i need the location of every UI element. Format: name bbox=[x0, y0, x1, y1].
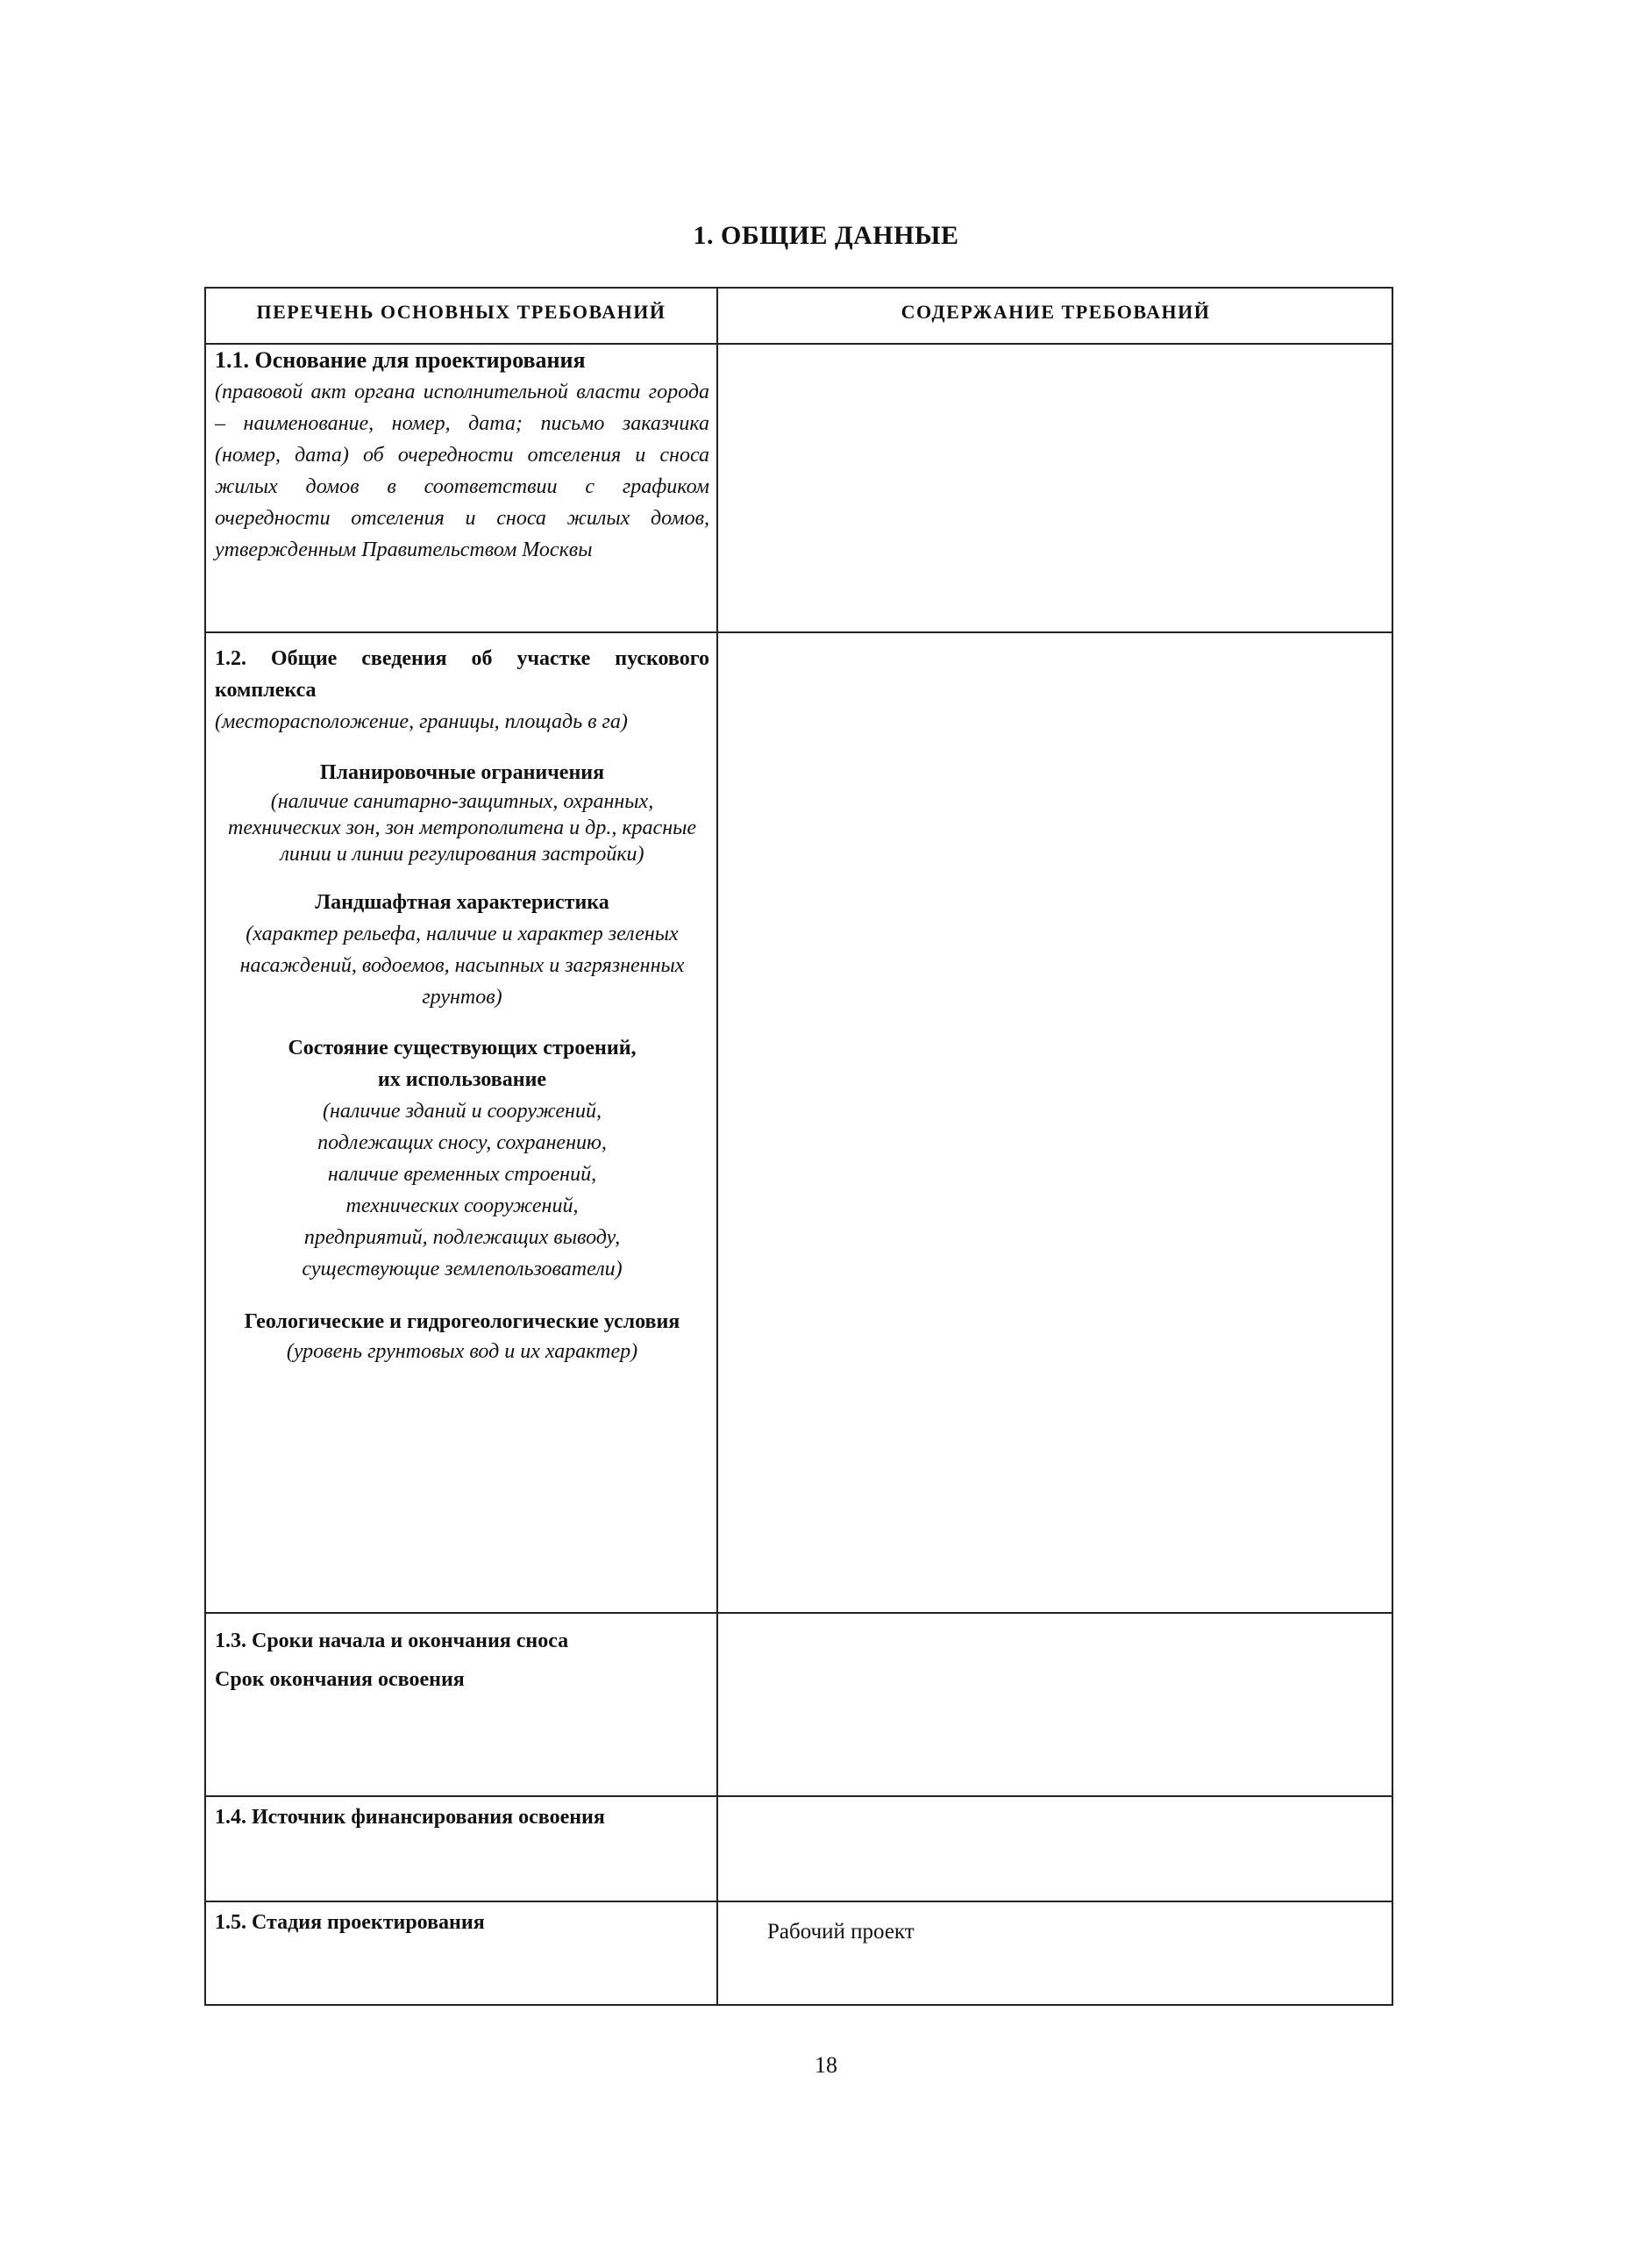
landscape-heading: Ландшафтная характеристика bbox=[315, 891, 609, 914]
row-1-2 bbox=[215, 643, 709, 1367]
col1-header: ПЕРЕЧЕНЬ ОСНОВНЫХ ТРЕБОВАНИЙ bbox=[256, 301, 666, 323]
row-1-2-heading: 1.2. Общие сведения об участке пускового комплекса bbox=[215, 647, 709, 702]
row-1-3 bbox=[215, 1622, 709, 1699]
page-number: 18 bbox=[815, 2052, 837, 2078]
row-1-1-note: (правовой акт органа исполнительной власти города – наименование, номер, дата; письмо заказчика (номер, дата) об очередности отселения и сноса жилых домов в соответствии с графиком очередности отселения и сноса жилых домов, утвержденным Правительством Москвы bbox=[215, 381, 709, 561]
row-divider bbox=[206, 631, 1392, 633]
landscape-note: (характер рельефа, наличие и характер зеленых насаждений, водоемов, насыпных и загрязненных грунтов) bbox=[239, 923, 685, 1009]
row-1-5-value: Рабочий проект bbox=[767, 1920, 915, 1944]
existing-buildings-note: (наличие зданий и сооружений, подлежащих сносу, сохранению, наличие временных строений, технических сооружений, предприятий, подлежащих выводу, существующие землепользователи) bbox=[302, 1100, 623, 1280]
existing-buildings-heading: Состояние существующих строений, их использование bbox=[288, 1037, 637, 1091]
planning-constraints-heading: Планировочные ограничения bbox=[319, 761, 605, 784]
page-title: 1. ОБЩИЕ ДАННЫЕ bbox=[693, 221, 959, 250]
geology-note: (уровень грунтовых вод и их характер) bbox=[286, 1340, 638, 1363]
col2-header: СОДЕРЖАНИЕ ТРЕБОВАНИЙ bbox=[901, 301, 1211, 323]
requirements-table bbox=[204, 287, 1393, 2006]
row-1-3-line1: 1.3. Сроки начала и окончания сноса bbox=[215, 1630, 569, 1652]
row-1-5-heading: 1.5. Стадия проектирования bbox=[215, 1911, 485, 1934]
row-1-4-heading: 1.4. Источник финансирования освоения bbox=[215, 1806, 605, 1829]
geology-heading: Геологические и гидрогеологические условия bbox=[244, 1310, 680, 1333]
row-divider bbox=[206, 1612, 1392, 1614]
column-divider bbox=[716, 289, 718, 2004]
row-divider bbox=[206, 1795, 1392, 1797]
row-1-1 bbox=[215, 345, 709, 566]
row-1-1-heading: 1.1. Основание для проектирования bbox=[215, 347, 586, 373]
planning-constraints-note: (наличие санитарно-защитных, охранных, технических зон, зон метрополитена и др., красные линии и линии регулирования застройки) bbox=[227, 790, 697, 866]
row-divider bbox=[206, 1901, 1392, 1902]
row-1-3-line2: Срок окончания освоения bbox=[215, 1668, 465, 1691]
row-1-2-note: (месторасположение, границы, площадь в га) bbox=[215, 710, 628, 733]
